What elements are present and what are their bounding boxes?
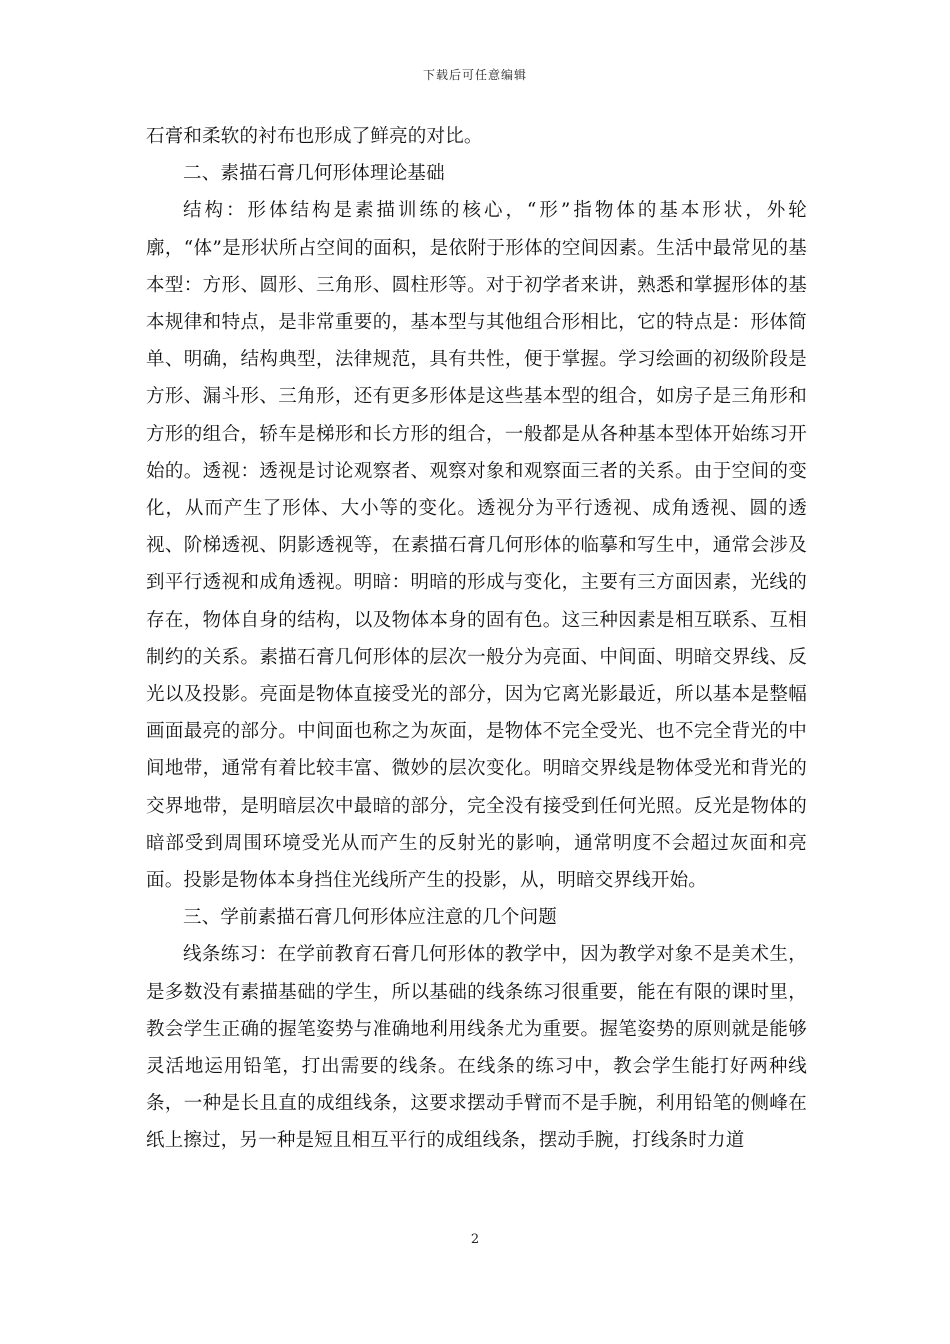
paragraph-theory: 结构：形体结构是素描训练的核心，“形”指物体的基本形状，外轮廓，“体”是形状所占空间的面积，是依附于形体的空间因素。生活中最常见的基本型：方形、圆形、三角形、圆柱形等。对于初学者来讲，熟悉和掌握形体的基本规律和特点，是非常重要的，基本型与其他组合形相比，它的特点是：形体简单、明确，结构典型，法律规范，具有共性，便于掌握。学习绘画的初级阶段是方形、漏斗形、三角形，还有更多形体是这些基本型的组合，如房子是三角形和方形的组合，轿车是梯形和长方形的组合，一般都是从各种基本型体开始练习开始的。透视：透视是讨论观察者、观察对象和观察面三者的关系。由于空间的变化，从而产生了形体、大小等的变化。透视分为平行透视、成角透视、圆的透视、阶梯透视、阴影透视等，在素描石膏几何形体的临摹和写生中，通常会涉及到平行透视和成角透视。明暗：明暗的形成与变化，主要有三方面因素，光线的存在，物体自身的结构，以及物体本身的固有色。这三种因素是相互联系、互相制约的关系。素描石膏几何形体的层次一般分为亮面、中间面、明暗交界线、反光以及投影。亮面是物体直接受光的部分，因为它离光影最近，所以基本是整幅画面最亮的部分。中间面也称之为灰面，是物体不完全受光、也不完全背光的中间地带，通常有着比较丰富、微妙的层次变化。明暗交界线是物体受光和背光的交界地带，是明暗层次中最暗的部分，完全没有接受到任何光照。反光是物体的暗部受到周围环境受光从而产生的反射光的影响，通常明度不会超过灰面和亮面。投影是物体本身挡住光线所产生的投影，从，明暗交界线开始。 xyxy=(146,200,807,892)
document-body xyxy=(146,118,807,1160)
section-heading-2: 二、素描石膏几何形体理论基础 xyxy=(183,163,445,185)
page-number: 2 xyxy=(470,1232,480,1247)
paragraph-line-practice: 线条练习：在学前教育石膏几何形体的教学中，因为教学对象不是美术生，是多数没有素描基础的学生，所以基础的线条练习很重要，能在有限的课时里，教会学生正确的握笔姿势与准确地利用线条尤为重要。握笔姿势的原则就是能够灵活地运用铅笔，打出需要的线条。在线条的练习中，教会学生能打好两种线条，一种是长且直的成组线条，这要求摆动手臂而不是手腕，利用铅笔的侧峰在纸上擦过，另一种是短且相互平行的成组线条，摆动手腕，打线条时力道 xyxy=(146,944,807,1152)
paragraph-continuation: 石膏和柔软的衬布也形成了鲜亮的对比。 xyxy=(146,126,483,147)
section-heading-3: 三、学前素描石膏几何形体应注意的几个问题 xyxy=(183,907,558,929)
page-header: 下载后可任意编辑 xyxy=(422,68,527,82)
